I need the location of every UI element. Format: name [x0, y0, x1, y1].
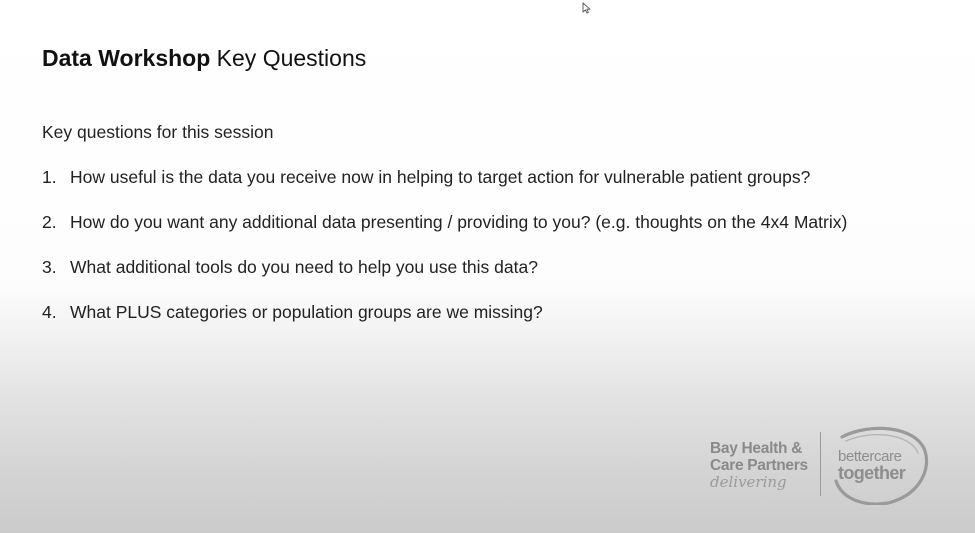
question-text: How do you want any additional data presenting / providing to you? (e.g. thoughts on the 4x4 Matrix) — [70, 212, 848, 232]
better-care-together-logo — [828, 425, 932, 505]
question-list — [42, 166, 847, 346]
logo-line-2: Care Partners — [710, 457, 808, 474]
logo-better: better — [838, 448, 874, 465]
question-number: 4. — [42, 302, 57, 322]
slide-title-rest: Key Questions — [210, 45, 367, 71]
question-text: What additional tools do you need to help you use this data? — [70, 257, 538, 277]
logo-line-1: Bay Health & — [710, 440, 803, 457]
question-number: 3. — [42, 257, 57, 277]
slide-title — [42, 44, 366, 72]
mouse-pointer-icon — [582, 2, 592, 14]
question-text: How useful is the data you receive now in helping to target action for vulnerable patient groups? — [70, 167, 811, 187]
logo-tagline: delivering — [710, 473, 787, 491]
intro-text: Key questions for this session — [42, 122, 274, 142]
bay-health-care-partners-logo — [710, 440, 820, 491]
question-number: 2. — [42, 212, 57, 232]
question-text: What PLUS categories or population groups are we missing? — [70, 302, 543, 322]
logo-care: care — [873, 448, 902, 465]
logo-divider — [820, 432, 821, 496]
list-item — [42, 256, 847, 301]
list-item — [42, 301, 847, 346]
list-item — [42, 211, 847, 256]
slide-title-bold: Data Workshop — [42, 45, 211, 71]
logo-together: together — [838, 463, 906, 483]
list-item — [42, 166, 847, 211]
question-number: 1. — [42, 167, 57, 187]
